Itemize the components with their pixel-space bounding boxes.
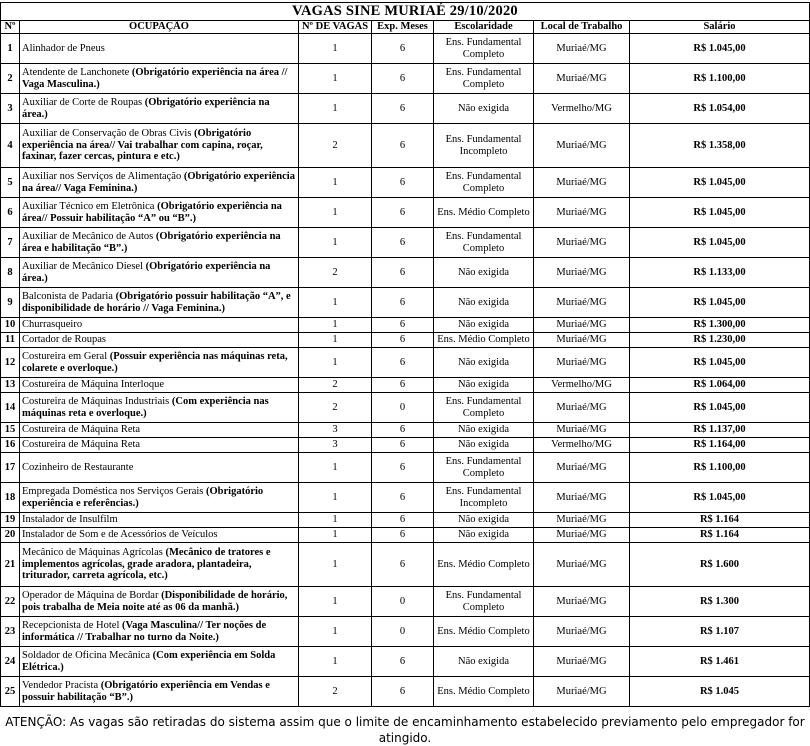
occupation-cell [20, 528, 299, 543]
experience-months: 6 [372, 378, 434, 393]
work-location: Muriaé/MG [534, 168, 630, 198]
vacancy-count: 1 [299, 587, 372, 617]
vacancy-count: 1 [299, 228, 372, 258]
occupation-cell [20, 423, 299, 438]
occupation-cell [20, 198, 299, 228]
occupation-cell [20, 617, 299, 647]
row-number: 10 [1, 318, 20, 333]
occupation-requirements: (Obrigatório experiência na área// Possuir habilitação “A” ou “B”.) [22, 201, 282, 224]
work-location: Muriaé/MG [534, 617, 630, 647]
table-row [1, 453, 810, 483]
table-row [1, 34, 810, 64]
occupation-cell [20, 228, 299, 258]
table-row [1, 318, 810, 333]
salary-value: R$ 1.045,00 [630, 228, 810, 258]
occupation-title: Costureira de Máquina Reta [22, 439, 141, 451]
table-row [1, 617, 810, 647]
experience-months: 6 [372, 258, 434, 288]
col-header-number: Nº [1, 21, 20, 34]
table-row [1, 333, 810, 348]
row-number: 16 [1, 438, 20, 453]
occupation-cell [20, 288, 299, 318]
schooling-requirement: Ens. Médio Completo [434, 198, 534, 228]
work-location: Muriaé/MG [534, 543, 630, 587]
col-header-salary: Salário [630, 21, 810, 34]
salary-value: R$ 1.300 [630, 587, 810, 617]
vacancy-count: 3 [299, 438, 372, 453]
schooling-requirement: Ens. Fundamental Completo [434, 228, 534, 258]
experience-months: 6 [372, 348, 434, 378]
occupation-cell [20, 677, 299, 707]
row-number: 14 [1, 393, 20, 423]
occupation-cell [20, 168, 299, 198]
occupation-requirements: (Disponibilidade de horário, pois trabalha de Meia noite até as 06 da manhã.) [22, 590, 288, 613]
occupation-cell [20, 333, 299, 348]
salary-value: R$ 1.600 [630, 543, 810, 587]
table-row [1, 483, 810, 513]
occupation-requirements: (Obrigatório experiência em Vendas e possuir habilitação “B”.) [22, 680, 270, 703]
vacancy-count: 1 [299, 348, 372, 378]
table-row [1, 258, 810, 288]
occupation-requirements: (Mecânico de tratores e implementos agrícolas, grade aradora, plantadeira, triturador, carreta agrícola, etc.) [22, 547, 271, 582]
occupation-title: Instalador de Som e de Acessórios de Veículos [22, 529, 218, 541]
experience-months: 6 [372, 34, 434, 64]
schooling-requirement: Não exigida [434, 348, 534, 378]
col-header-experience: Exp. Meses [372, 21, 434, 34]
occupation-title: Auxiliar de Mecânico Diesel [22, 261, 146, 272]
experience-months: 6 [372, 64, 434, 94]
vacancy-count: 1 [299, 617, 372, 647]
table-row [1, 438, 810, 453]
salary-value: R$ 1.133,00 [630, 258, 810, 288]
col-header-vacancies: Nº DE VAGAS [299, 21, 372, 34]
occupation-title: Costureira de Máquina Reta [22, 424, 141, 436]
occupation-title: Cozinheiro de Restaurante [22, 461, 134, 473]
experience-months: 6 [372, 168, 434, 198]
salary-value: R$ 1.100,00 [630, 453, 810, 483]
table-row [1, 587, 810, 617]
col-header-location: Local de Trabalho [534, 21, 630, 34]
salary-value: R$ 1.045 [630, 677, 810, 707]
occupation-requirements: (Obrigatório experiência na área.) [22, 261, 271, 284]
experience-months: 6 [372, 423, 434, 438]
work-location: Muriaé/MG [534, 483, 630, 513]
salary-value: R$ 1.461 [630, 647, 810, 677]
occupation-cell [20, 64, 299, 94]
work-location: Muriaé/MG [534, 228, 630, 258]
experience-months: 6 [372, 438, 434, 453]
occupation-title: Churrasqueiro [22, 319, 83, 331]
vacancy-count: 1 [299, 34, 372, 64]
vacancy-count: 1 [299, 513, 372, 528]
row-number: 15 [1, 423, 20, 438]
occupation-title: Vendedor Pracista [22, 680, 101, 691]
vacancy-count: 1 [299, 94, 372, 124]
vacancy-count: 1 [299, 64, 372, 94]
schooling-requirement: Não exigida [434, 378, 534, 393]
occupation-title: Balconista de Padaria [22, 291, 116, 302]
col-header-occupation: OCUPAÇÃO [20, 21, 299, 34]
occupation-title: Mecânico de Máquinas Agrícolas [22, 547, 166, 559]
vacancy-count: 1 [299, 318, 372, 333]
schooling-requirement: Não exigida [434, 94, 534, 124]
salary-value: R$ 1.164,00 [630, 438, 810, 453]
salary-value: R$ 1.107 [630, 617, 810, 647]
work-location: Muriaé/MG [534, 677, 630, 707]
occupation-requirements: (Obrigatório possuir habilitação “A”, e disponibilidade de horário // Vaga Feminina.) [22, 291, 291, 314]
row-number: 22 [1, 587, 20, 617]
schooling-requirement: Ens. Fundamental Completo [434, 587, 534, 617]
experience-months: 6 [372, 528, 434, 543]
work-location: Muriaé/MG [534, 198, 630, 228]
row-number: 7 [1, 228, 20, 258]
table-row [1, 543, 810, 587]
work-location: Muriaé/MG [534, 64, 630, 94]
vacancy-count: 1 [299, 333, 372, 348]
occupation-title: Auxiliar de Conservação de Obras Civis [22, 128, 195, 140]
vacancy-count: 1 [299, 647, 372, 677]
salary-value: R$ 1.100,00 [630, 64, 810, 94]
salary-value: R$ 1.045,00 [630, 34, 810, 64]
row-number: 25 [1, 677, 20, 707]
table-row [1, 647, 810, 677]
schooling-requirement: Não exigida [434, 528, 534, 543]
occupation-cell [20, 124, 299, 168]
table-row [1, 423, 810, 438]
occupation-cell [20, 378, 299, 393]
experience-months: 0 [372, 617, 434, 647]
vacancy-count: 2 [299, 677, 372, 707]
salary-value: R$ 1.045,00 [630, 483, 810, 513]
row-number: 6 [1, 198, 20, 228]
occupation-cell [20, 587, 299, 617]
occupation-requirements: (Obrigatório experiência na área e habilitação “B”.) [22, 231, 281, 254]
table-row [1, 378, 810, 393]
occupation-cell [20, 453, 299, 483]
table-row [1, 393, 810, 423]
table-row [1, 288, 810, 318]
experience-months: 6 [372, 124, 434, 168]
schooling-requirement: Ens. Fundamental Incompleto [434, 483, 534, 513]
experience-months: 6 [372, 94, 434, 124]
salary-value: R$ 1.045,00 [630, 288, 810, 318]
row-number: 13 [1, 378, 20, 393]
occupation-title: Auxiliar de Mecânico de Autos [22, 231, 156, 242]
salary-value: R$ 1.300,00 [630, 318, 810, 333]
occupation-cell [20, 513, 299, 528]
row-number: 12 [1, 348, 20, 378]
row-number: 20 [1, 528, 20, 543]
salary-value: R$ 1.054,00 [630, 94, 810, 124]
occupation-title: Recepcionista de Hotel [22, 620, 123, 631]
vacancy-count: 1 [299, 528, 372, 543]
occupation-cell [20, 348, 299, 378]
schooling-requirement: Ens. Fundamental Completo [434, 64, 534, 94]
vacancy-count: 2 [299, 258, 372, 288]
salary-value: R$ 1.164 [630, 528, 810, 543]
table-row [1, 513, 810, 528]
work-location: Muriaé/MG [534, 124, 630, 168]
occupation-requirements: (Possuir experiência nas máquinas reta, colarete e overloque.) [22, 351, 288, 374]
vacancy-table [0, 2, 810, 707]
schooling-requirement: Não exigida [434, 647, 534, 677]
page-title: VAGAS SINE MURIAÉ 29/10/2020 [1, 3, 810, 21]
salary-value: R$ 1.164 [630, 513, 810, 528]
work-location: Muriaé/MG [534, 528, 630, 543]
occupation-cell [20, 393, 299, 423]
occupation-title: Soldador de Oficina Mecânica [22, 650, 153, 661]
work-location: Muriaé/MG [534, 513, 630, 528]
salary-value: R$ 1.045,00 [630, 348, 810, 378]
work-location: Muriaé/MG [534, 587, 630, 617]
experience-months: 6 [372, 647, 434, 677]
experience-months: 0 [372, 393, 434, 423]
salary-value: R$ 1.045,00 [630, 198, 810, 228]
schooling-requirement: Ens. Médio Completo [434, 333, 534, 348]
occupation-title: Operador de Máquina de Bordar [22, 590, 162, 601]
work-location: Muriaé/MG [534, 34, 630, 64]
row-number: 3 [1, 94, 20, 124]
col-header-schooling: Escolaridade [434, 21, 534, 34]
experience-months: 6 [372, 318, 434, 333]
salary-value: R$ 1.045,00 [630, 168, 810, 198]
table-row [1, 168, 810, 198]
occupation-cell [20, 647, 299, 677]
schooling-requirement: Ens. Fundamental Completo [434, 453, 534, 483]
table-body [1, 34, 810, 707]
vacancy-count: 1 [299, 198, 372, 228]
occupation-title: Auxiliar de Corte de Roupas [22, 97, 145, 108]
row-number: 4 [1, 124, 20, 168]
schooling-requirement: Não exigida [434, 288, 534, 318]
row-number: 8 [1, 258, 20, 288]
table-row [1, 124, 810, 168]
work-location: Muriaé/MG [534, 258, 630, 288]
work-location: Muriaé/MG [534, 348, 630, 378]
salary-value: R$ 1.358,00 [630, 124, 810, 168]
occupation-cell [20, 34, 299, 64]
row-number: 1 [1, 34, 20, 64]
occupation-title: Cortador de Roupas [22, 334, 106, 346]
attention-notice: ATENÇÃO: As vagas são retiradas do sistema assim que o limite de encaminhamento estabelecido previamento pelo empregador for atingido. [5, 715, 805, 745]
vacancy-count: 1 [299, 453, 372, 483]
schooling-requirement: Ens. Médio Completo [434, 543, 534, 587]
work-location: Muriaé/MG [534, 423, 630, 438]
vacancy-count: 1 [299, 483, 372, 513]
table-row [1, 528, 810, 543]
salary-value: R$ 1.230,00 [630, 333, 810, 348]
work-location: Muriaé/MG [534, 453, 630, 483]
experience-months: 6 [372, 453, 434, 483]
vacancy-count: 2 [299, 393, 372, 423]
occupation-requirements: (Obrigatório experiência na área// Vai trabalhar com capina, roçar, faxinar, fazer cercas, pintura e etc.) [22, 128, 263, 163]
vacancy-count: 2 [299, 124, 372, 168]
schooling-requirement: Ens. Fundamental Completo [434, 34, 534, 64]
occupation-title: Atendente de Lanchonete [22, 67, 132, 78]
work-location: Muriaé/MG [534, 288, 630, 318]
occupation-cell [20, 438, 299, 453]
salary-value: R$ 1.064,00 [630, 378, 810, 393]
row-number: 24 [1, 647, 20, 677]
occupation-title: Instalador de Insulfilm [22, 514, 118, 526]
occupation-title: Costureira de Máquina Interloque [22, 379, 164, 391]
row-number: 19 [1, 513, 20, 528]
occupation-requirements: (Vaga Masculina// Ter noções de informática // Trabalhar no turno da Noite.) [22, 620, 267, 643]
schooling-requirement: Ens. Fundamental Completo [434, 393, 534, 423]
occupation-requirements: (Obrigatório experiência na área.) [22, 97, 270, 120]
row-number: 17 [1, 453, 20, 483]
work-location: Vermelho/MG [534, 438, 630, 453]
occupation-title: Costureira em Geral [22, 351, 110, 362]
work-location: Vermelho/MG [534, 378, 630, 393]
table-row [1, 228, 810, 258]
schooling-requirement: Ens. Fundamental Incompleto [434, 124, 534, 168]
vacancy-count: 1 [299, 168, 372, 198]
vacancy-count: 2 [299, 378, 372, 393]
experience-months: 6 [372, 483, 434, 513]
schooling-requirement: Ens. Médio Completo [434, 617, 534, 647]
occupation-title: Auxiliar Técnico em Eletrônica [22, 201, 158, 212]
occupation-title: Empregada Doméstica nos Serviços Gerais [22, 486, 206, 497]
table-row [1, 64, 810, 94]
table-row [1, 94, 810, 124]
table-header-row [1, 21, 810, 34]
row-number: 9 [1, 288, 20, 318]
work-location: Muriaé/MG [534, 318, 630, 333]
vacancy-count: 3 [299, 423, 372, 438]
work-location: Muriaé/MG [534, 333, 630, 348]
schooling-requirement: Ens. Fundamental Completo [434, 168, 534, 198]
experience-months: 6 [372, 228, 434, 258]
row-number: 21 [1, 543, 20, 587]
occupation-cell [20, 543, 299, 587]
table-row [1, 198, 810, 228]
row-number: 11 [1, 333, 20, 348]
work-location: Muriaé/MG [534, 647, 630, 677]
experience-months: 0 [372, 587, 434, 617]
experience-months: 6 [372, 543, 434, 587]
table-row [1, 348, 810, 378]
occupation-cell [20, 318, 299, 333]
occupation-requirements: (Obrigatório experiência na área // Vaga Masculina.) [22, 67, 288, 90]
occupation-cell [20, 258, 299, 288]
row-number: 23 [1, 617, 20, 647]
salary-value: R$ 1.045,00 [630, 393, 810, 423]
schooling-requirement: Não exigida [434, 423, 534, 438]
occupation-requirements: (Com experiência em Solda Elétrica.) [22, 650, 276, 673]
experience-months: 6 [372, 513, 434, 528]
work-location: Muriaé/MG [534, 393, 630, 423]
occupation-requirements: (Obrigatório experiência na área// Vaga Feminina.) [22, 171, 295, 194]
schooling-requirement: Ens. Médio Completo [434, 677, 534, 707]
schooling-requirement: Não exigida [434, 258, 534, 288]
occupation-title: Alinhador de Pneus [22, 42, 105, 54]
occupation-title: Auxiliar nos Serviços de Alimentação [22, 171, 184, 182]
occupation-requirements: (Obrigatório experiência e referências.) [22, 486, 264, 509]
occupation-requirements: (Com experiência nas máquinas reta e overloque.) [22, 396, 269, 419]
experience-months: 6 [372, 677, 434, 707]
occupation-cell [20, 483, 299, 513]
row-number: 18 [1, 483, 20, 513]
vacancy-count: 1 [299, 543, 372, 587]
schooling-requirement: Não exigida [434, 438, 534, 453]
experience-months: 6 [372, 198, 434, 228]
work-location: Vermelho/MG [534, 94, 630, 124]
vacancy-count: 1 [299, 288, 372, 318]
experience-months: 6 [372, 288, 434, 318]
row-number: 2 [1, 64, 20, 94]
schooling-requirement: Não exigida [434, 318, 534, 333]
occupation-title: Costureira de Máquinas Industriais [22, 396, 172, 407]
row-number: 5 [1, 168, 20, 198]
occupation-cell [20, 94, 299, 124]
schooling-requirement: Não exigida [434, 513, 534, 528]
salary-value: R$ 1.137,00 [630, 423, 810, 438]
experience-months: 6 [372, 333, 434, 348]
table-row [1, 677, 810, 707]
